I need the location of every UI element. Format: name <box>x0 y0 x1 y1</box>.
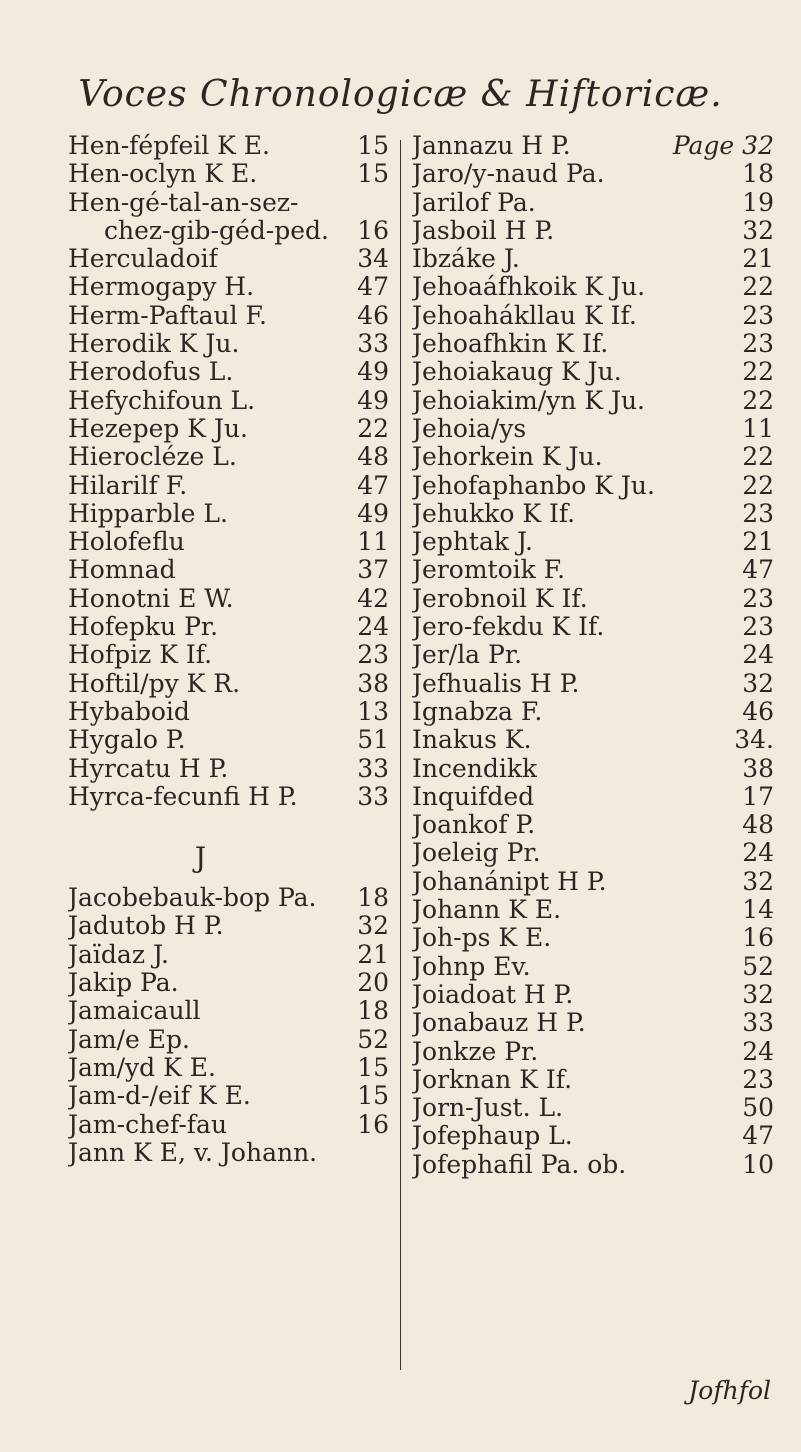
entry-term: Jehoiakaug K Ju. <box>412 358 622 387</box>
entry-page-number: 24 <box>742 1036 774 1066</box>
entry-page-number: 42 <box>357 583 389 613</box>
index-entry <box>412 755 778 783</box>
entry-term: Hipparble L. <box>68 499 228 528</box>
index-entry <box>68 160 393 188</box>
entry-term: Hygalo P. <box>68 726 186 755</box>
index-entry <box>68 245 393 273</box>
index-entry <box>68 132 393 160</box>
right-column <box>412 132 778 1179</box>
entry-page-number: 52 <box>742 951 774 981</box>
entry-term: Jehoahákllau K If. <box>412 301 637 330</box>
entry-term: Jann K E, v. Johann. <box>68 1138 318 1167</box>
index-entry <box>412 217 778 245</box>
entry-term: Jofephaup L. <box>412 1122 573 1151</box>
index-entry <box>412 302 778 330</box>
entry-term: Hen-oclyn K E. <box>68 160 258 189</box>
index-entry <box>412 613 778 641</box>
index-entry <box>68 585 393 613</box>
entry-term: Jam/e Ep. <box>68 1025 190 1054</box>
entry-page-number: 23 <box>742 612 774 642</box>
entry-term: Hyrca-fecunfi H P. <box>68 782 298 811</box>
entry-term: Hen-gé-tal-an-sez- <box>68 188 299 217</box>
entry-page-number: 23 <box>742 300 774 330</box>
entry-page-number: 18 <box>742 159 774 189</box>
entry-page-number: 49 <box>357 357 389 387</box>
entry-page-number: 22 <box>357 413 389 443</box>
index-entry <box>68 1139 393 1167</box>
entry-term: Jofephafil Pa. ob. <box>412 1150 627 1179</box>
index-entry <box>412 330 778 358</box>
index-block-right <box>412 160 778 1179</box>
entry-page-number: 21 <box>742 527 774 557</box>
index-entry <box>68 912 393 940</box>
index-entry <box>68 472 393 500</box>
entry-term: Johanánipt H P. <box>412 867 607 896</box>
entry-term: Inquifded <box>412 782 535 811</box>
entry-term: Hierocléze L. <box>68 443 237 472</box>
entry-term: Jehukko K If. <box>412 499 576 528</box>
entry-page-number: 22 <box>742 385 774 415</box>
index-entry <box>68 500 393 528</box>
entry-term: Johann K E. <box>412 896 562 925</box>
entry-page-number: 13 <box>357 696 389 726</box>
index-entry <box>412 811 778 839</box>
entry-page-number: 23 <box>742 329 774 359</box>
index-entry <box>412 953 778 981</box>
entry-page-number: 15 <box>357 1081 389 1111</box>
index-entry <box>412 1094 778 1122</box>
entry-page-number: 49 <box>357 498 389 528</box>
running-head: Voces Chronologicæ & Hiftoricæ. <box>78 74 723 115</box>
entry-page-number: 47 <box>357 470 389 500</box>
index-entry <box>68 1054 393 1082</box>
entry-term: Jarilof Pa. <box>412 188 536 217</box>
entry-page-number: 47 <box>357 272 389 302</box>
index-entry <box>412 839 778 867</box>
entry-page-number: 47 <box>742 1121 774 1151</box>
entry-term: Jam/yd K E. <box>68 1053 216 1082</box>
entry-page-number: 51 <box>357 725 389 755</box>
entry-page-number: 22 <box>742 470 774 500</box>
entry-term: Hilarilf F. <box>68 471 188 500</box>
entry-term: Jehoaáfhkoik K Ju. <box>412 273 646 302</box>
index-entry <box>412 556 778 584</box>
entry-page-number: 37 <box>357 555 389 585</box>
entry-page-number: 24 <box>742 640 774 670</box>
entry-page-number: 22 <box>742 357 774 387</box>
page-label: Page 32 <box>672 131 774 160</box>
entry-term: Herm-Paftaul F. <box>68 301 267 330</box>
index-entry <box>412 415 778 443</box>
index-block-j <box>68 884 393 1167</box>
entry-page-number: 38 <box>357 668 389 698</box>
entry-page-number: 17 <box>742 781 774 811</box>
index-entry <box>68 556 393 584</box>
entry-term: Herculadoif <box>68 245 218 274</box>
entry-term: Johnp Ev. <box>412 952 531 981</box>
entry-term: Joh-ps K E. <box>412 924 552 953</box>
entry-page-number: 15 <box>357 131 389 160</box>
entry-page-number: 32 <box>742 866 774 896</box>
entry-term: Herodofus L. <box>68 358 234 387</box>
index-entry <box>68 641 393 669</box>
entry-term: Joiadoat H P. <box>412 980 574 1009</box>
entry-page-number: 18 <box>357 883 389 913</box>
index-entry <box>412 472 778 500</box>
index-entry <box>68 273 393 301</box>
index-entry <box>68 443 393 471</box>
entry-term: Jehorkein K Ju. <box>412 443 603 472</box>
index-entry <box>412 245 778 273</box>
index-entry <box>412 1151 778 1179</box>
entry-page-number: 46 <box>357 300 389 330</box>
entry-page-number: 33 <box>742 1008 774 1038</box>
entry-page-number: 33 <box>357 781 389 811</box>
index-entry <box>68 302 393 330</box>
index-entry <box>412 783 778 811</box>
index-entry <box>412 273 778 301</box>
entry-term: Jer/la Pr. <box>412 641 523 670</box>
entry-page-number: 21 <box>742 244 774 274</box>
entry-term: Hen-fépfeil K E. <box>68 132 271 160</box>
entry-term: Jehofaphanbo K Ju. <box>412 471 655 500</box>
entry-page-number: 16 <box>742 923 774 953</box>
entry-page-number: 16 <box>357 1109 389 1139</box>
entry-page-number: 32 <box>742 979 774 1009</box>
index-entry <box>68 1082 393 1110</box>
index-entry <box>412 132 778 160</box>
index-entry <box>412 670 778 698</box>
index-entry <box>68 670 393 698</box>
index-entry <box>68 1111 393 1139</box>
index-entry <box>68 783 393 811</box>
index-entry <box>68 387 393 415</box>
index-entry <box>412 189 778 217</box>
index-entry <box>68 217 393 245</box>
entry-term: Hoftil/py K R. <box>68 669 241 698</box>
entry-page-number: 50 <box>742 1093 774 1123</box>
index-entry <box>68 358 393 386</box>
entry-page-number: 47 <box>742 555 774 585</box>
section-letter-j: J <box>194 841 207 875</box>
index-entry <box>412 868 778 896</box>
index-entry <box>412 387 778 415</box>
entry-term: Jamaicaull <box>68 997 201 1026</box>
entry-page-number: 21 <box>357 939 389 969</box>
entry-page-number: 16 <box>357 215 389 245</box>
entry-term: Ibzáke J. <box>412 245 520 274</box>
index-entry <box>412 924 778 952</box>
index-entry <box>68 189 393 217</box>
entry-term: Jehoia/ys <box>412 414 527 443</box>
entry-page-number: 10 <box>742 1149 774 1179</box>
index-entry <box>68 528 393 556</box>
entry-term: Jehoafhkin K If. <box>412 330 609 359</box>
entry-term: Hermogapy H. <box>68 273 255 302</box>
entry-term: Jehoiakim/yn K Ju. <box>412 386 646 415</box>
entry-term: Jam-chef-fau <box>68 1110 228 1139</box>
index-block-h <box>68 132 393 811</box>
entry-term: Hezepep K Ju. <box>68 414 249 443</box>
entry-page-number: 23 <box>742 1064 774 1094</box>
entry-term: chez-gib-géd-ped. <box>104 216 329 245</box>
entry-term: Jakip Pa. <box>68 969 179 998</box>
entry-page-number: 48 <box>357 442 389 472</box>
index-entry <box>68 1026 393 1054</box>
entry-page-number: 14 <box>742 895 774 925</box>
entry-page-number: 33 <box>357 329 389 359</box>
entry-term: Jorn-Just. L. <box>412 1094 564 1123</box>
entry-term: Jasboil H P. <box>412 216 555 245</box>
entry-term: Jacobebauk-bop Pa. <box>68 884 317 913</box>
entry-term: Incendikk <box>412 754 538 783</box>
entry-page-number: 22 <box>742 442 774 472</box>
index-entry <box>68 884 393 912</box>
entry-page-number: 52 <box>357 1024 389 1054</box>
entry-term: Jonkze Pr. <box>412 1037 539 1066</box>
index-entry <box>412 1009 778 1037</box>
entry-page-number: 48 <box>742 810 774 840</box>
index-entry <box>68 330 393 358</box>
index-entry <box>412 443 778 471</box>
index-entry <box>412 698 778 726</box>
entry-term: Jonabauz H P. <box>412 1009 586 1038</box>
entry-page-number: 15 <box>357 159 389 189</box>
entry-term: Ignabza F. <box>412 697 543 726</box>
catchword: Jofhfol <box>688 1376 771 1405</box>
entry-term: Joankof P. <box>412 811 536 840</box>
index-entry <box>412 726 778 754</box>
entry-page-number: 23 <box>742 498 774 528</box>
entry-term: Holofeflu <box>68 528 185 557</box>
entry-term: Jeromtoik F. <box>412 556 566 585</box>
index-entry <box>412 585 778 613</box>
column-divider <box>400 140 401 1370</box>
entry-page-number: 11 <box>357 527 389 557</box>
entry-page-number: 23 <box>357 640 389 670</box>
entry-term: Jephtak J. <box>412 528 533 557</box>
entry-page-number: 19 <box>742 187 774 217</box>
index-entry <box>412 1066 778 1094</box>
entry-term: Hybaboid <box>68 697 190 726</box>
entry-term: Hofepku Pr. <box>68 613 219 642</box>
entry-term: Hyrcatu H P. <box>68 754 229 783</box>
entry-page-number: 38 <box>742 753 774 783</box>
index-entry <box>412 641 778 669</box>
entry-term: Jannazu H P. <box>412 132 571 160</box>
left-column <box>68 132 393 1167</box>
entry-term: Inakus K. <box>412 726 532 755</box>
index-entry <box>68 997 393 1025</box>
index-entry <box>412 1038 778 1066</box>
entry-page-number: 24 <box>742 838 774 868</box>
index-entry <box>412 896 778 924</box>
entry-term: Jaro/y-naud Pa. <box>412 160 605 189</box>
entry-page-number: 33 <box>357 753 389 783</box>
entry-term: Homnad <box>68 556 176 585</box>
entry-page-number: 11 <box>742 413 774 443</box>
index-entry <box>68 755 393 783</box>
index-entry <box>68 941 393 969</box>
entry-term: Joeleig Pr. <box>412 839 541 868</box>
entry-page-number: 18 <box>357 996 389 1026</box>
entry-term: Hofpiz K If. <box>68 641 213 670</box>
index-entry <box>68 415 393 443</box>
entry-page-number: 22 <box>742 272 774 302</box>
entry-term: Jadutob H P. <box>68 912 224 941</box>
entry-page-number: 15 <box>357 1052 389 1082</box>
entry-term: Jorknan K If. <box>412 1065 573 1094</box>
entry-term: Jero-fekdu K If. <box>412 613 605 642</box>
entry-term: Jerobnoil K If. <box>412 584 588 613</box>
index-entry <box>68 726 393 754</box>
entry-page-number: 20 <box>357 968 389 998</box>
entry-term: Jam-d-/eif K E. <box>68 1082 251 1111</box>
index-entry <box>68 613 393 641</box>
entry-page-number: 23 <box>742 583 774 613</box>
index-entry <box>412 1122 778 1150</box>
entry-term: Jefhualis H P. <box>412 669 580 698</box>
entry-page-number: 32 <box>742 668 774 698</box>
entry-page-number: 24 <box>357 612 389 642</box>
index-entry <box>412 358 778 386</box>
entry-page-number: 49 <box>357 385 389 415</box>
entry-term: Jaïdaz J. <box>68 940 169 969</box>
entry-page-number: 34 <box>357 244 389 274</box>
index-entry <box>412 160 778 188</box>
block-gap <box>68 811 393 831</box>
entry-page-number: 32 <box>742 215 774 245</box>
entry-term: Herodik K Ju. <box>68 330 240 359</box>
entry-page-number: 46 <box>742 696 774 726</box>
index-entry <box>412 500 778 528</box>
index-entry <box>412 528 778 556</box>
entry-term: Honotni E W. <box>68 584 234 613</box>
index-entry <box>68 969 393 997</box>
entry-page-number: 34. <box>734 725 774 755</box>
index-entry <box>68 698 393 726</box>
index-entry <box>412 981 778 1009</box>
entry-term: Hefychifoun L. <box>68 386 256 415</box>
entry-page-number: 32 <box>357 911 389 941</box>
